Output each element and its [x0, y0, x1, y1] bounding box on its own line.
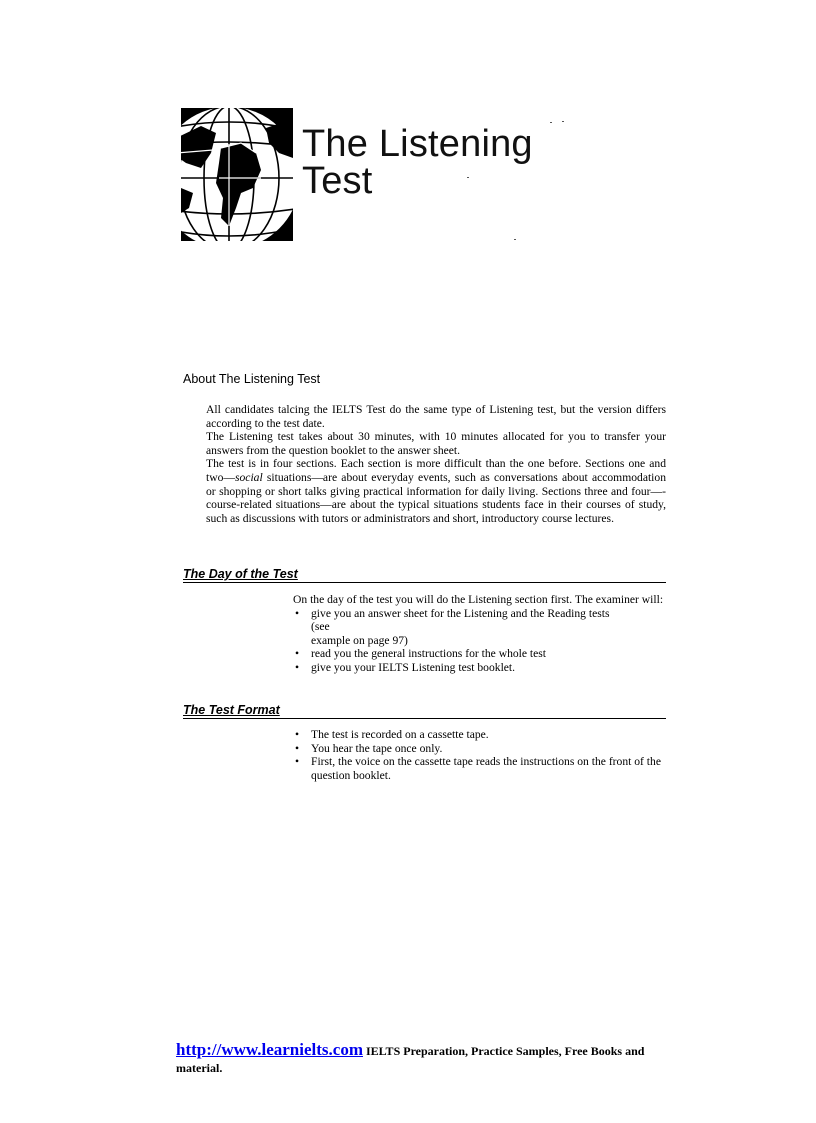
list-item-text: You hear the tape once only. — [311, 741, 443, 755]
list-item — [293, 742, 666, 756]
footer-link[interactable]: http://www.learnielts.com — [176, 1040, 363, 1059]
bullet-icon: • — [295, 660, 300, 674]
test-format-body — [293, 728, 666, 782]
scan-speck — [467, 177, 469, 178]
list-item — [293, 607, 666, 648]
title-line-1: The Listening — [302, 123, 533, 165]
globe-logo-icon — [181, 108, 293, 241]
day-of-test-list — [293, 607, 666, 675]
list-item-text: (see — [311, 620, 330, 634]
scan-speck — [514, 239, 516, 240]
title-line-2: Test — [302, 160, 373, 202]
intro-text — [206, 403, 666, 525]
test-format-list — [293, 728, 666, 782]
bullet-icon: • — [295, 755, 300, 769]
list-item-text: The test is recorded on a cassette tape. — [311, 728, 489, 741]
day-of-test-lead: On the day of the test you will do the Listening section first. The examiner will: — [293, 593, 664, 606]
bullet-icon: • — [295, 647, 300, 661]
footer — [176, 1041, 656, 1077]
scan-speck — [550, 122, 552, 123]
about-heading: About The Listening Test — [183, 372, 321, 386]
page-title — [302, 123, 533, 202]
intro-paragraph: The Listening test takes about 30 minutes, with 10 minutes allocated for you to transfer your answers from the question booklet to the answer sheet. — [206, 430, 666, 457]
bullet-icon: • — [295, 741, 300, 755]
section-heading-day-of-test — [183, 567, 666, 583]
list-item-text: example on page 97) — [311, 633, 408, 647]
intro-paragraph-part: The test is in four sections. Each section is more difficult than the one before. Sections one and two— — [206, 457, 666, 484]
intro-paragraph — [206, 457, 666, 525]
list-item-text: read you the general instructions for the whole test — [311, 647, 547, 661]
intro-paragraph: All candidates talcing the IELTS Test do the same type of Listening test, but the version differs according to the test date. — [206, 403, 666, 430]
bullet-icon: • — [295, 728, 300, 741]
list-item-text: give you an answer sheet for the Listening and the Reading tests — [311, 606, 610, 620]
intro-paragraph-italic: social — [234, 470, 263, 484]
list-item — [293, 647, 666, 661]
scan-speck — [562, 121, 564, 122]
list-item — [293, 728, 666, 742]
bullet-icon: • — [295, 606, 300, 620]
section-heading-text: The Test Format — [183, 703, 280, 717]
list-item — [293, 755, 666, 782]
list-item-text: First, the voice on the cassette tape reads the instructions on the front of the question booklet. — [311, 755, 661, 782]
footer-text: IELTS Preparation, Practice Samples, Free Books and material. — [176, 1044, 645, 1075]
section-heading-text: The Day of the Test — [183, 567, 298, 581]
section-heading-test-format — [183, 703, 666, 719]
day-of-test-body — [293, 593, 666, 675]
list-item — [293, 661, 666, 675]
list-item-text: give you your IELTS Listening test booklet. — [311, 660, 516, 674]
intro-paragraph-part: situations—are about everyday events, such as conversations about accommodation or shopping or short talks giving practical information for daily living. Sections three and four—-course-related situations—are about the typical situations students face in their courses of study, such as discussions with tutors or administrators and short, introductory course lectures. — [206, 470, 666, 525]
